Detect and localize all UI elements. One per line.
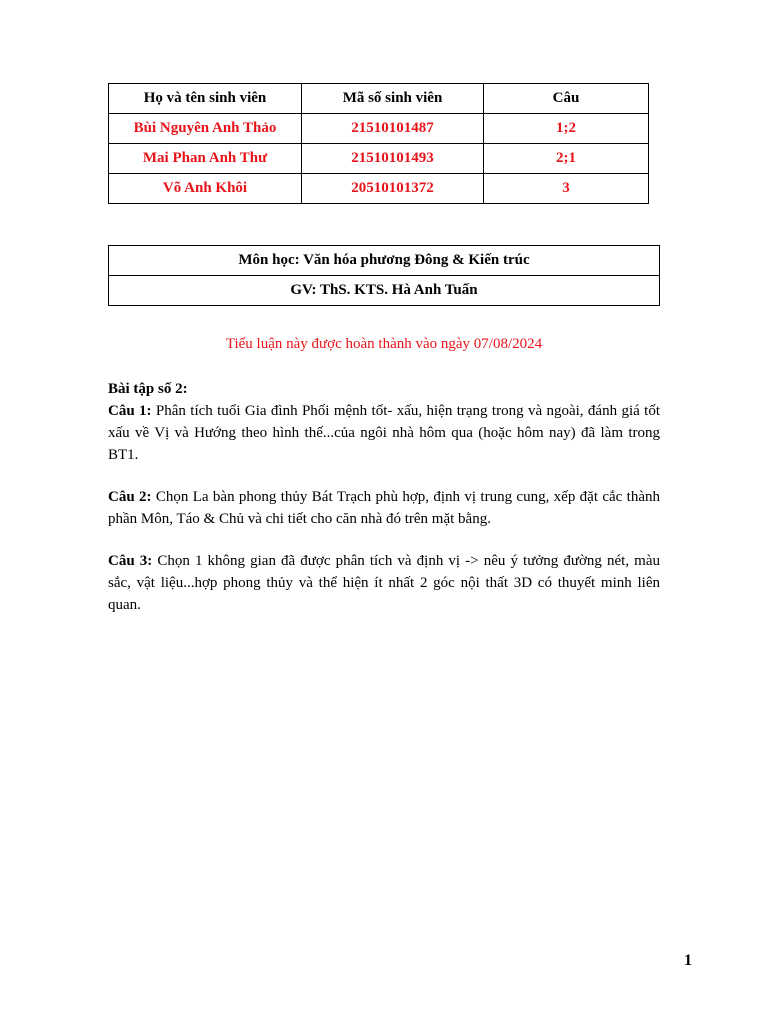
question-3	[108, 550, 660, 616]
question-2	[108, 486, 660, 530]
table-row	[109, 144, 649, 174]
student-questions: 3	[484, 174, 649, 204]
header-student-id: Mã số sinh viên	[302, 84, 484, 114]
students-table-header-row	[109, 84, 649, 114]
students-table	[108, 83, 649, 204]
student-questions: 2;1	[484, 144, 649, 174]
question-1-label: Câu 1:	[108, 403, 152, 419]
table-row	[109, 114, 649, 144]
course-subject: Môn học: Văn hóa phương Đông & Kiến trúc	[109, 246, 660, 276]
header-question: Câu	[484, 84, 649, 114]
question-2-text: Chọn La bàn phong thủy Bát Trạch phù hợp, định vị trung cung, xếp đặt cắc thành phần Môn, Táo & Chủ và chi tiết cho căn nhà đó trên mặt bằng.	[108, 489, 661, 527]
header-student-name: Họ và tên sinh viên	[109, 84, 302, 114]
student-name: Võ Anh Khôi	[109, 174, 302, 204]
question-3-text: Chọn 1 không gian đã được phân tích và định vị -> nêu ý tưởng đường nét, màu sắc, vật liệu...hợp phong thủy và thể hiện ít nhất 2 góc nội thất 3D có thuyết minh liên quan.	[108, 553, 661, 613]
student-id: 21510101493	[302, 144, 484, 174]
course-lecturer: GV: ThS. KTS. Hà Anh Tuấn	[109, 276, 660, 306]
question-2-label: Câu 2:	[108, 489, 152, 505]
assignment-section	[108, 378, 660, 616]
student-name: Mai Phan Anh Thư	[109, 144, 302, 174]
student-id: 21510101487	[302, 114, 484, 144]
student-id: 20510101372	[302, 174, 484, 204]
question-3-label: Câu 3:	[108, 553, 153, 569]
completion-note: Tiểu luận này được hoàn thành vào ngày 07/08/2024	[225, 336, 543, 352]
course-table	[108, 245, 660, 306]
student-questions: 1;2	[484, 114, 649, 144]
student-name: Bùi Nguyên Anh Thảo	[109, 114, 302, 144]
table-row	[109, 174, 649, 204]
page-number: 1	[684, 952, 692, 969]
question-1	[108, 400, 660, 466]
assignment-title: Bài tập số 2:	[108, 381, 188, 397]
question-1-text: Phân tích tuổi Gia đình Phối mệnh tốt- xấu, hiện trạng trong và ngoài, đánh giá tốt xấu về Vị và Hướng theo hình thế...của ngôi nhà hôm qua (hoặc hôm nay) đã làm trong BT1.	[108, 403, 660, 463]
